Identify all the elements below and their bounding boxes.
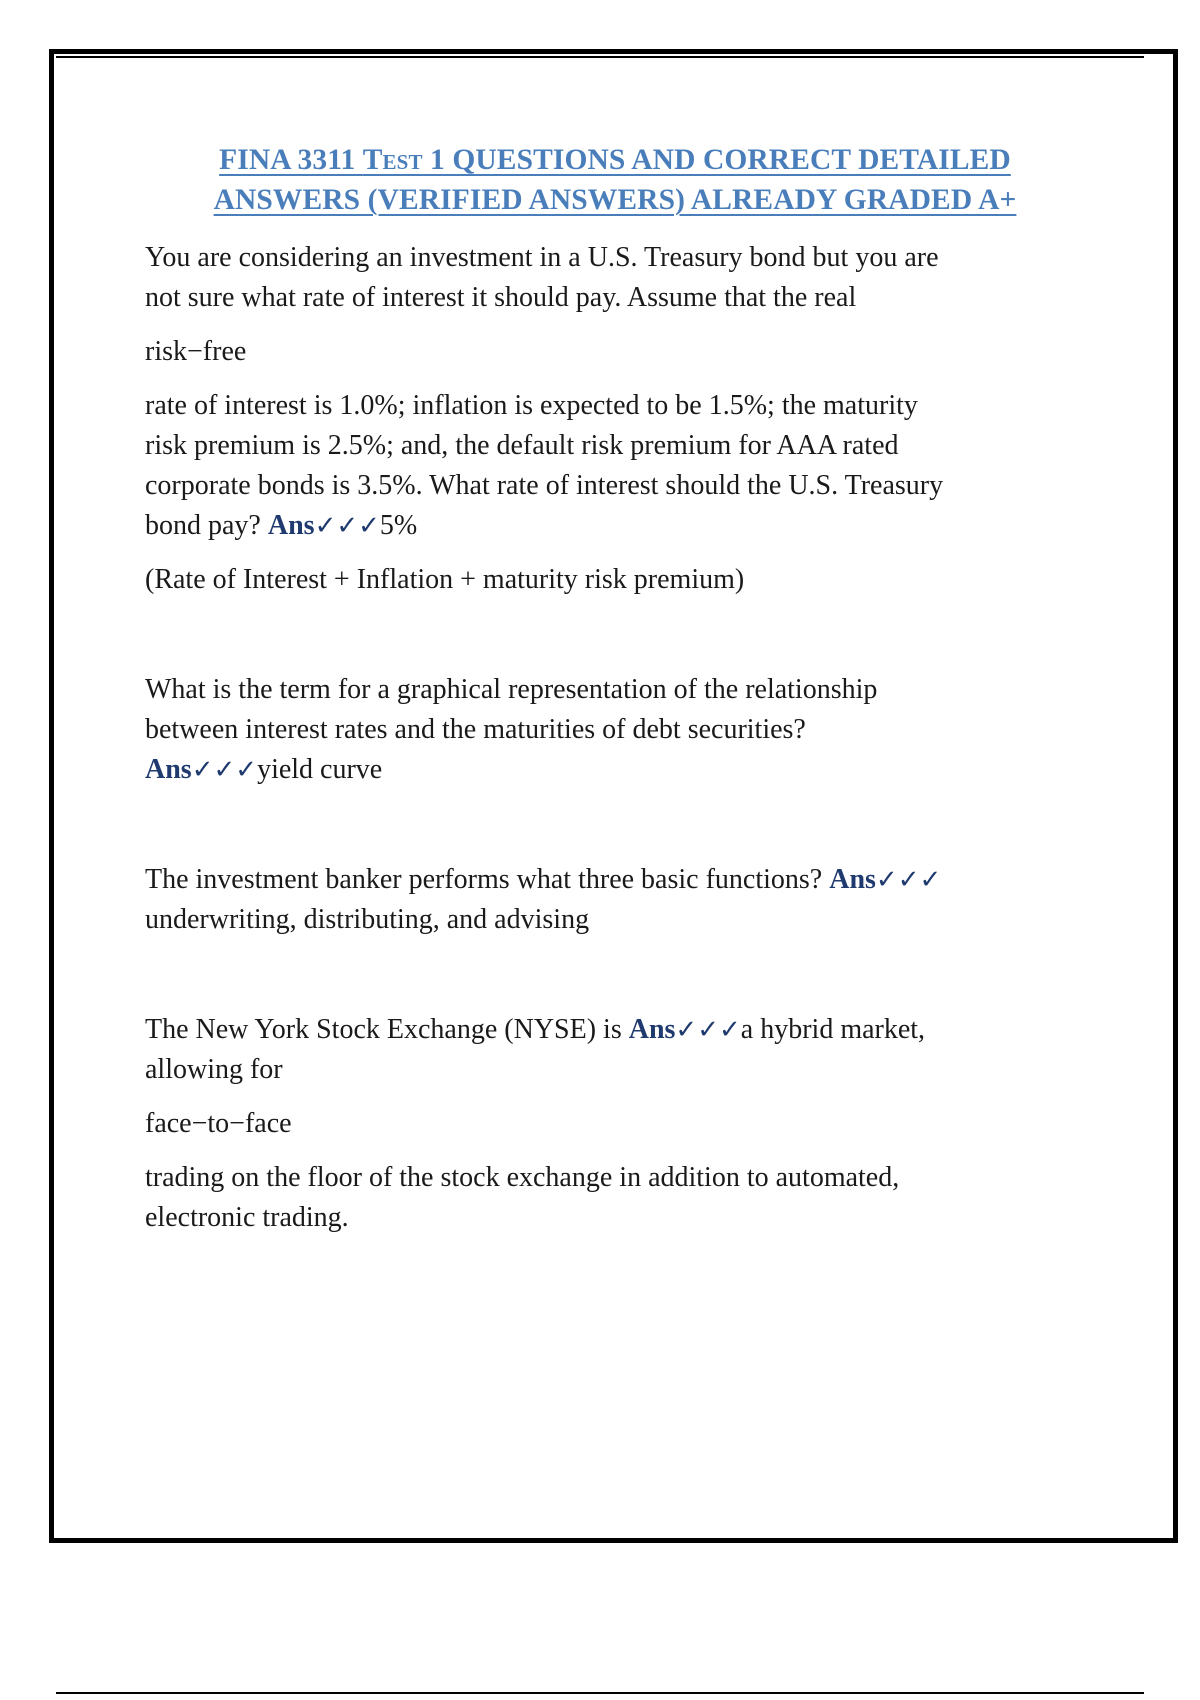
q1-fragment: risk−free — [145, 336, 247, 367]
q2-line-2: between interest rates and the maturities of debt securities? — [145, 714, 806, 745]
q1-text — [145, 238, 1085, 318]
question-2 — [145, 670, 1085, 790]
q4-answer-line2: allowing for — [145, 1054, 283, 1085]
q1-answer: 5% — [379, 510, 418, 541]
q1-line-2: not sure what rate of interest it should pay. Assume that the real — [145, 282, 857, 313]
q3-text — [145, 860, 1085, 940]
bottom-rule — [56, 1692, 1144, 1694]
answer-marker: Ans — [628, 1014, 676, 1045]
check-marks: ✓✓✓ — [314, 511, 380, 541]
check-marks: ✓✓✓ — [675, 1015, 741, 1045]
q1-text-continued — [145, 386, 1085, 546]
q1-line-4: risk premium is 2.5%; and, the default risk premium for AAA rated — [145, 430, 899, 461]
document-body — [145, 140, 1085, 1238]
document-title — [145, 140, 1085, 220]
question-3 — [145, 860, 1085, 940]
q1-line-1: You are considering an investment in a U.S. Treasury bond but you are — [145, 242, 939, 273]
check-marks: ✓✓✓ — [875, 865, 942, 895]
answer-marker: Ans — [829, 864, 876, 895]
q4-answer-rest — [145, 1158, 1085, 1238]
q1-line-6-prefix: bond pay? — [145, 510, 268, 541]
title-line2: ANSWERS (VERIFIED ANSWERS) ALREADY GRADED A+ — [213, 184, 1017, 216]
q4-text — [145, 1010, 1085, 1090]
question-1 — [145, 238, 1085, 600]
q4-fragment: face−to−face — [145, 1108, 292, 1139]
title-line1-prefix: FINA 3311 — [219, 144, 363, 176]
q3-answer: underwriting, distributing, and advising — [145, 904, 590, 935]
answer-marker: Ans — [267, 510, 315, 541]
check-marks: ✓✓✓ — [191, 755, 258, 785]
q4-answer-line4: electronic trading. — [145, 1202, 349, 1233]
q1-line-5: corporate bonds is 3.5%. What rate of interest should the U.S. Treasury — [145, 470, 944, 501]
title-line1-suffix: 1 QUESTIONS AND CORRECT DETAILED — [422, 144, 1011, 176]
q1-line-3: rate of interest is 1.0%; inflation is expected to be 1.5%; the maturity — [145, 390, 918, 421]
title-line1-smallcaps: Test — [362, 144, 423, 176]
q4-answer-start: a hybrid market, — [740, 1014, 926, 1045]
q4-question: The New York Stock Exchange (NYSE) is — [145, 1014, 629, 1045]
q2-answer: yield curve — [257, 754, 383, 785]
q2-line-1: What is the term for a graphical representation of the relationship — [145, 674, 878, 705]
q4-answer-line3: trading on the floor of the stock exchange in addition to automated, — [145, 1162, 900, 1193]
q3-question: The investment banker performs what three basic functions? — [145, 864, 830, 895]
q2-text — [145, 670, 1085, 790]
q1-explanation: (Rate of Interest + Inflation + maturity risk premium) — [145, 564, 745, 595]
answer-marker: Ans — [145, 754, 192, 785]
question-4 — [145, 1010, 1085, 1238]
